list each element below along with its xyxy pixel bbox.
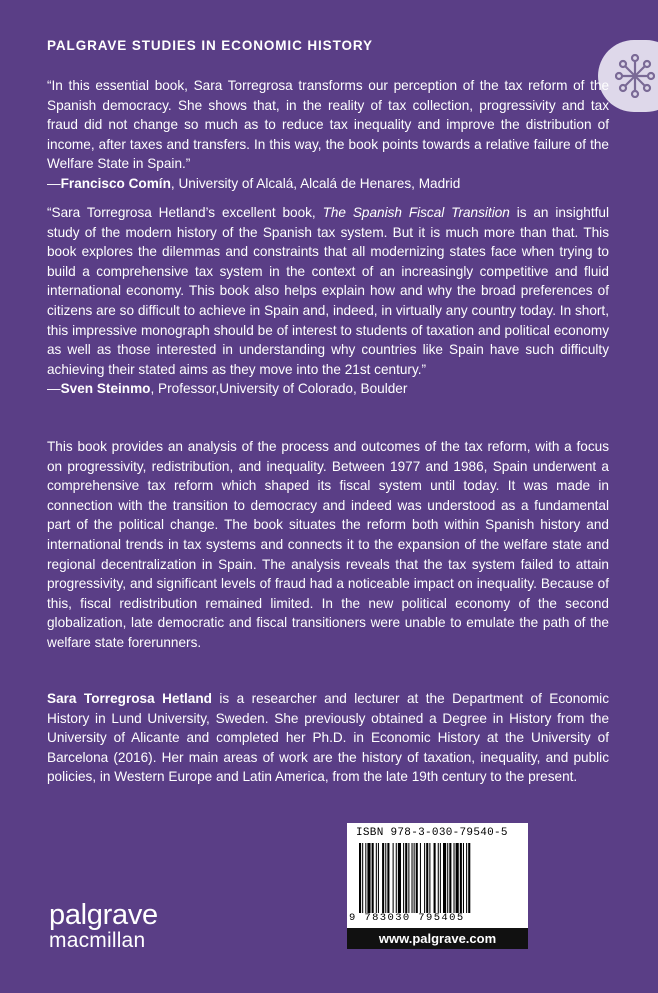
network-nodes-icon [615, 54, 655, 98]
barcode [359, 843, 517, 913]
barcode-box [347, 823, 528, 928]
bio-text: is a researcher and lecturer at the Department of Economic History in Lund University, Sweden. She previously obtained a Degree in History from the University of Alicante and completed her Ph.D. in Economic History at the University of Barcelona (2016). Her main areas of work are the history of taxation, inequality, and public policies, in Western Europe and Latin America, from the late 19th century to the present. [47, 691, 609, 785]
quote-affiliation: , Professor,University of Colorado, Boulder [150, 381, 408, 397]
publisher-name-line2: macmillan [49, 929, 146, 952]
series-title: PALGRAVE STUDIES IN ECONOMIC HISTORY [47, 38, 373, 53]
quote-author: Francisco Comín [60, 175, 171, 191]
website-url[interactable]: www.palgrave.com [347, 928, 528, 949]
quote-author: Sven Steinmo [60, 381, 151, 397]
quote-attribution: —Francisco Comín, University of Alcalá, Alcalá de Henares, Madrid [47, 175, 461, 191]
author-name: Sara Torregrosa Hetland [47, 691, 212, 706]
endorsement-quote-2 [47, 203, 609, 399]
book-title: The Spanish Fiscal Transition [322, 205, 510, 220]
isbn-label: ISBN 978-3-030-79540-5 [356, 827, 508, 839]
barcode-digits: 9 783030 795405 [349, 912, 465, 924]
endorsement-quote-1 [47, 76, 609, 194]
quote-text: “Sara Torregrosa Hetland’s excellent book, The Spanish Fiscal Transition is an insightful study of the modern history of the Spanish tax system. But it is much more than that. This book explores the dilemmas and constraints that all modernizing states face when trying to build a comprehensive tax system in the context of an increasingly competitive and fluid international economy. This book also helps explain how and why the broad preferences of citizens are so difficult to achieve in Spain and, indeed, in virtually any country today. In short, this impressive monograph should be of interest to students of taxation and political economy as well as those interested in understanding why countries like Spain have such difficulty achieving their stated aims as they move into the 21st century.” [47, 205, 609, 377]
publisher-logo [49, 900, 158, 952]
quote-text: “In this essential book, Sara Torregrosa transforms our perception of the tax reform of the Spanish democracy. She shows that, in the reality of tax collection, progressivity and tax fraud did not change so much as to reduce tax inequality and improve the distribution of income, after taxes and transfers. In this way, the book points towards a relative failure of the Welfare State in Spain.” [47, 78, 609, 172]
quote-affiliation: , University of Alcalá, Alcalá de Henares, Madrid [170, 175, 461, 191]
author-bio [47, 689, 609, 787]
quote-attribution: —Sven Steinmo, Professor,University of Colorado, Boulder [47, 381, 408, 397]
publisher-name-line1: palgrave [49, 899, 158, 931]
book-abstract: This book provides an analysis of the process and outcomes of the tax reform, with a focus on progressivity, redistribution, and inequality. Between 1977 and 1986, Spain underwent a comprehensive tax reform which shaped its fiscal system until today. It was made in connection with the transition to democracy and indeed was understood as a fundamental part of the political change. The book situates the reform both within Spanish history and international trends in tax systems and connects it to the expansion of the welfare state and regional decentralization in Spain. The analysis reveals that the tax system failed to attain progressivity, and significant levels of fraud had a noticeable impact on inequality. Because of this, fiscal redistribution remained limited. In the new political economy of the second globalization, late democratic and fiscal transitioners were unable to emulate the path of the welfare state forerunners. [47, 439, 609, 650]
